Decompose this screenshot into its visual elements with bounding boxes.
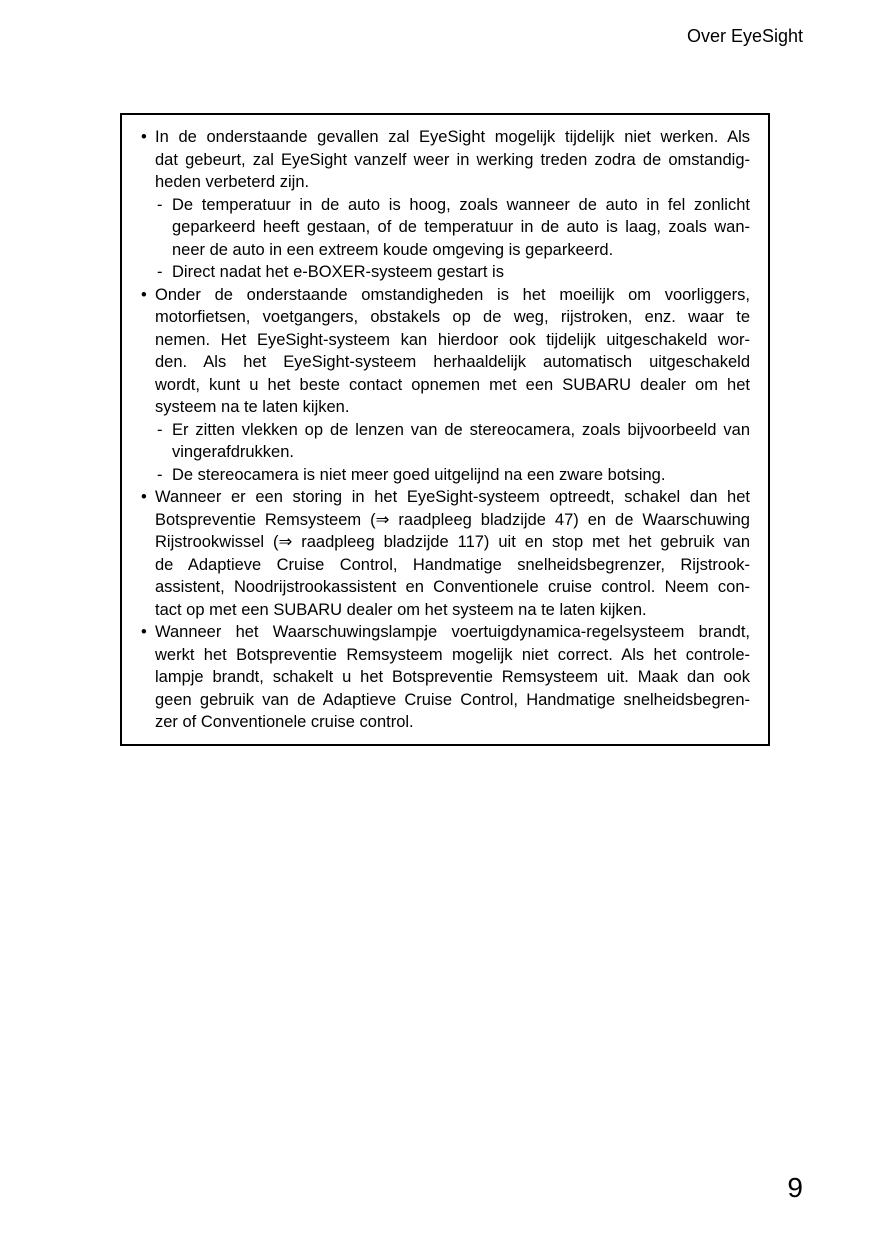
text-line: tact op met een SUBARU dealer om het systeem na te laten kijken.: [155, 600, 647, 619]
dash-marker: -: [157, 195, 163, 214]
text-line: geparkeerd heeft gestaan, of de temperatuur in de auto is laag, zoals wan-: [172, 218, 750, 236]
text-line: De temperatuur in de auto is hoog, zoals wanneer de auto in fel zonlicht: [172, 195, 750, 214]
dash-marker: -: [157, 465, 163, 484]
notice-item: [141, 419, 750, 464]
text-line: lampje brandt, schakelt u het Botspreventie Remsysteem uit. Maak dan ook: [155, 668, 750, 686]
text-line: heden verbeterd zijn.: [155, 173, 310, 191]
bullet-marker: •: [141, 488, 147, 506]
notice-item-text: [172, 261, 750, 284]
bullet-marker: •: [141, 128, 147, 146]
notice-item: [141, 621, 750, 734]
notice-item-text: [172, 464, 750, 487]
notice-item: [141, 261, 750, 284]
page-header: Over EyeSight: [686, 26, 803, 46]
notice-item: [141, 284, 750, 419]
notice-item-text: [172, 419, 750, 464]
text-line: den. Als het EyeSight-systeem herhaaldelijk automatisch uitgeschakeld: [155, 353, 750, 371]
notice-item: [141, 486, 750, 621]
text-line: vingerafdrukken.: [172, 443, 294, 461]
notice-item: [141, 464, 750, 487]
notice-item: [141, 126, 750, 194]
text-line: Direct nadat het e-BOXER-systeem gestart is: [172, 263, 504, 281]
text-line: neer de auto in een extreem koude omgeving is geparkeerd.: [172, 240, 614, 259]
notice-item-text: [155, 126, 750, 194]
text-line: motorfietsen, voetgangers, obstakels op de weg, rijstroken, enz. waar te: [155, 308, 750, 326]
text-line: systeem na te laten kijken.: [155, 398, 350, 416]
notice-box: [120, 113, 770, 746]
text-line: zer of Conventionele cruise control.: [155, 713, 414, 731]
text-line: Botspreventie Remsysteem (⇒ raadpleeg bladzijde 47) en de Waarschuwing: [155, 510, 750, 529]
text-line: Wanneer er een storing in het EyeSight-systeem optreedt, schakel dan het: [155, 488, 750, 506]
text-line: nemen. Het EyeSight-systeem kan hierdoor ook tijdelijk uitgeschakeld wor-: [155, 330, 750, 349]
bullet-marker: •: [141, 285, 147, 304]
text-line: In de onderstaande gevallen zal EyeSight mogelijk tijdelijk niet werken. Als: [155, 128, 750, 146]
notice-item-text: [155, 486, 750, 621]
text-line: Rijstrookwissel (⇒ raadpleeg bladzijde 117) uit en stop met het gebruik van: [155, 533, 750, 551]
text-line: wordt, kunt u het beste contact opnemen met een SUBARU dealer om het: [155, 375, 750, 394]
text-line: dat gebeurt, zal EyeSight vanzelf weer in werking treden zodra de omstandig-: [155, 150, 750, 169]
text-line: assistent, Noodrijstrookassistent en Conventionele cruise control. Neem con-: [155, 578, 750, 596]
text-line: Er zitten vlekken op de lenzen van de stereocamera, zoals bijvoorbeeld van: [172, 420, 750, 439]
text-line: De stereocamera is niet meer goed uitgelijnd na een zware botsing.: [172, 465, 666, 484]
text-line: werkt het Botspreventie Remsysteem mogelijk niet correct. Als het controle-: [155, 645, 750, 664]
notice-item-text: [155, 284, 750, 419]
text-line: de Adaptieve Cruise Control, Handmatige snelheidsbegrenzer, Rijstrook-: [155, 555, 750, 574]
page-number: 9: [787, 1172, 803, 1203]
notice-item-text: [155, 621, 750, 734]
dash-marker: -: [157, 420, 163, 439]
dash-marker: -: [157, 263, 163, 281]
text-line: Wanneer het Waarschuwingslampje voertuigdynamica-regelsysteem brandt,: [155, 623, 750, 641]
notice-item: [141, 194, 750, 262]
text-line: geen gebruik van de Adaptieve Cruise Control, Handmatige snelheidsbegren-: [155, 690, 750, 709]
text-line: Onder de onderstaande omstandigheden is het moeilijk om voorliggers,: [155, 285, 750, 304]
bullet-marker: •: [141, 623, 147, 641]
notice-item-text: [172, 194, 750, 262]
